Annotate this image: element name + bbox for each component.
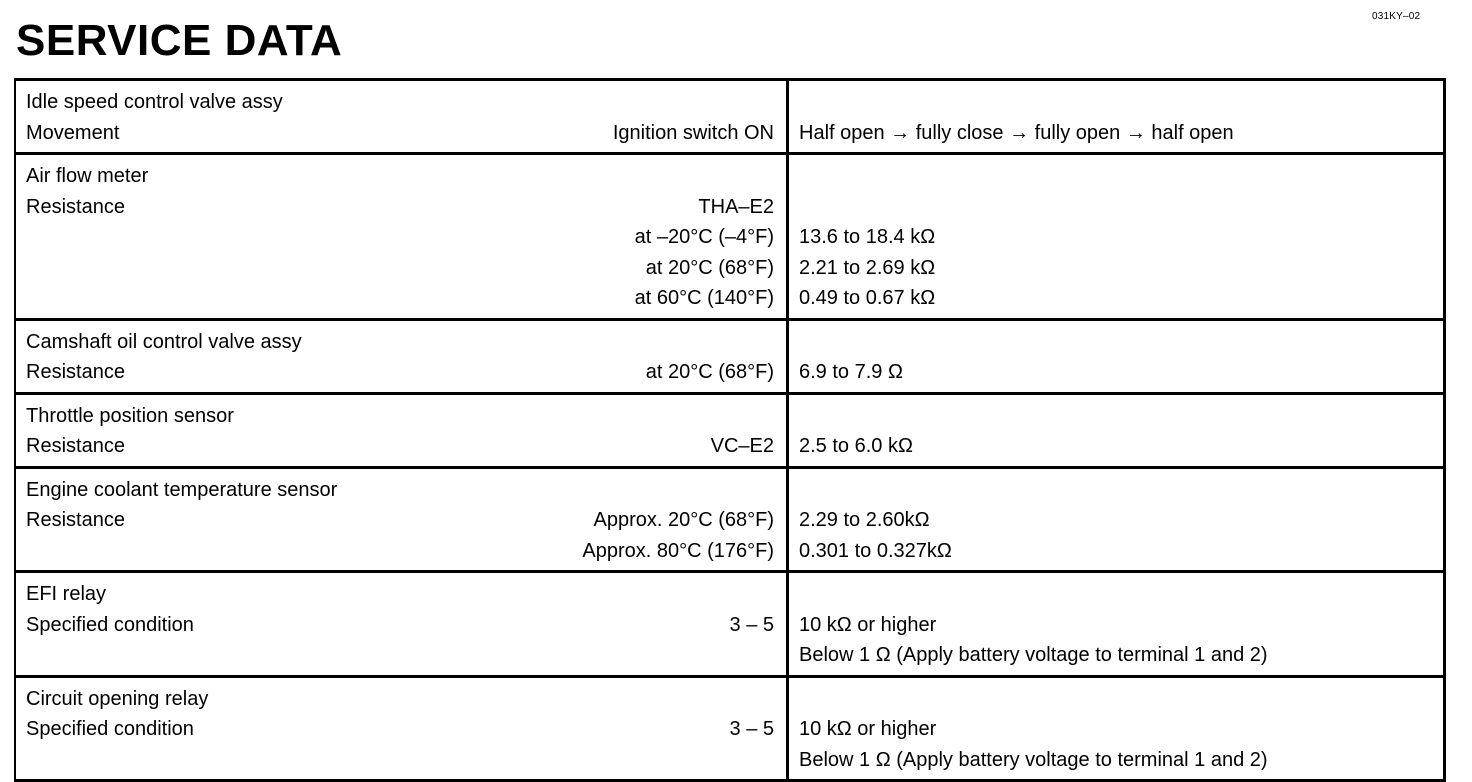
spec-item-cell [15,319,788,393]
spec-line [16,536,786,567]
spec-row [15,572,1445,677]
test-condition [774,161,786,192]
test-condition: at 20°C (68°F) [645,256,774,279]
spec-line [16,253,786,284]
spec-value: 0.301 to 0.327kΩ [799,539,952,562]
spec-value: 2.29 to 2.60kΩ [799,509,930,531]
spec-value: Below 1 Ω (Apply battery voltage to terminal 1 and 2) [799,748,1268,771]
spec-line [16,327,786,358]
spec-value-cell [788,319,1445,393]
test-condition [774,475,786,506]
test-condition: Approx. 80°C (176°F) [582,539,774,562]
test-condition: THA–E2 [698,195,774,218]
service-data-table [14,78,1446,782]
spec-value [789,475,1443,506]
test-condition: 3 – 5 [729,613,774,636]
spec-value-cell [788,572,1445,677]
spec-line [16,714,786,745]
test-condition [774,401,786,432]
spec-value [789,327,1443,358]
spec-value [789,87,1443,118]
spec-line [16,222,786,253]
spec-line [16,161,786,192]
spec-value: 13.6 to 18.4 kΩ [799,226,936,248]
spec-value: 2.5 to 6.0 kΩ [799,435,913,457]
spec-parameter: Resistance [26,435,125,457]
spec-line [16,610,786,641]
spec-value [789,192,1443,223]
spec-parameter: Resistance [26,195,125,218]
spec-item-cell [15,676,788,781]
spec-value: Half open → fully close → fully open → half open [799,121,1234,144]
spec-value-cell [788,393,1445,467]
spec-value: 10 kΩ or higher [799,613,937,636]
test-condition [774,327,786,358]
spec-line [16,87,786,118]
spec-line [16,192,786,223]
spec-line [16,401,786,432]
page-title: SERVICE DATA [16,16,343,65]
spec-row [15,80,1445,154]
component-name: EFI relay [26,583,107,605]
service-data-table-body [15,80,1445,781]
test-condition: at 20°C (68°F) [645,361,774,383]
spec-value [789,401,1443,432]
test-condition: at –20°C (–4°F) [634,226,774,248]
spec-value-cell [788,154,1445,320]
spec-parameter: Specified condition [26,718,194,740]
spec-line [16,431,786,462]
test-condition: at 60°C (140°F) [634,287,774,309]
spec-value: 0.49 to 0.67 kΩ [799,287,936,309]
spec-parameter [16,253,26,284]
spec-value-cell [788,467,1445,572]
component-name: Engine coolant temperature sensor [26,478,338,501]
spec-item-cell [15,154,788,320]
spec-line [16,118,786,149]
spec-parameter: Resistance [26,361,125,383]
spec-value: 6.9 to 7.9 Ω [799,361,903,383]
spec-line [16,283,786,314]
spec-line [16,579,786,610]
spec-item-cell [15,572,788,677]
test-condition: VC–E2 [710,435,774,457]
spec-value [789,579,1443,610]
spec-row [15,467,1445,572]
spec-value: 10 kΩ or higher [799,718,937,740]
spec-item-cell [15,467,788,572]
spec-value-cell [788,80,1445,154]
spec-parameter [16,283,26,314]
spec-row [15,154,1445,320]
spec-row [15,676,1445,781]
spec-value [789,684,1443,715]
spec-value: Below 1 Ω (Apply battery voltage to terminal 1 and 2) [799,644,1268,666]
component-name: Air flow meter [26,165,149,187]
spec-value: 2.21 to 2.69 kΩ [799,256,936,279]
spec-item-cell [15,393,788,467]
component-name: Circuit opening relay [26,687,209,710]
spec-parameter: Resistance [26,509,125,531]
spec-line [16,684,786,715]
test-condition: 3 – 5 [729,718,774,740]
document-reference-code: 031KY–02 [1372,11,1421,22]
spec-parameter [16,536,26,567]
component-name: Idle speed control valve assy [26,91,283,113]
component-name: Throttle position sensor [26,404,234,427]
test-condition [774,87,786,118]
spec-line [16,357,786,388]
spec-line [16,475,786,506]
spec-item-cell [15,80,788,154]
spec-row [15,393,1445,467]
spec-row [15,319,1445,393]
test-condition: Ignition switch ON [612,121,774,144]
spec-parameter [16,222,26,253]
test-condition [774,579,786,610]
spec-parameter: Specified condition [26,613,194,636]
spec-value [789,161,1443,192]
test-condition: Approx. 20°C (68°F) [593,509,774,531]
component-name: Camshaft oil control valve assy [26,330,302,353]
spec-line [16,505,786,536]
test-condition [774,684,786,715]
spec-value-cell [788,676,1445,781]
spec-parameter: Movement [26,121,120,144]
